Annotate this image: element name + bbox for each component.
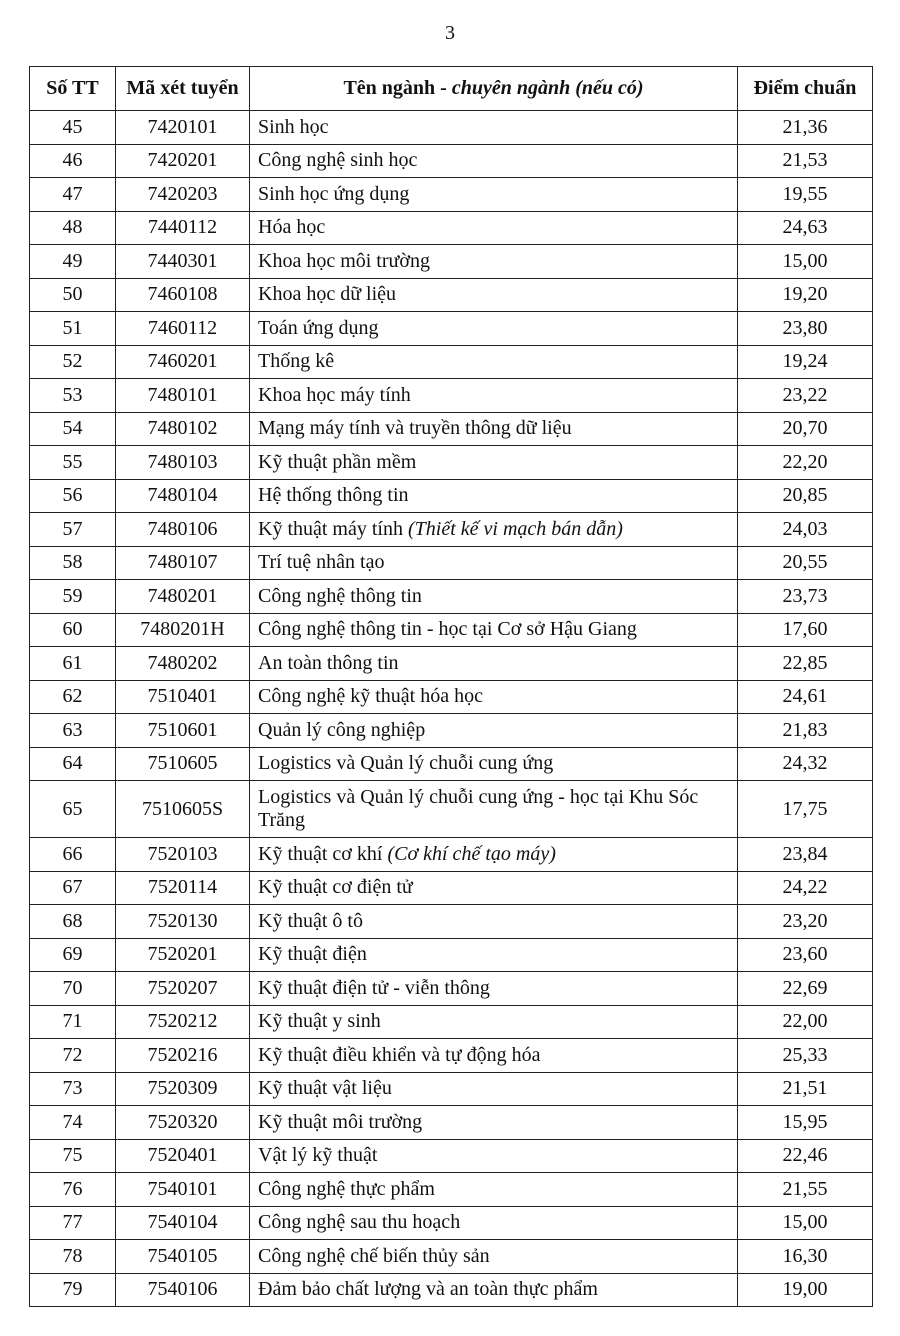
- row-code: 7520114: [116, 871, 250, 905]
- row-name-text: Vật lý kỹ thuật: [258, 1144, 378, 1167]
- row-name: [250, 680, 738, 714]
- row-stt: 56: [30, 479, 116, 513]
- row-score: 19,00: [738, 1273, 873, 1307]
- row-score: 20,85: [738, 479, 873, 513]
- table-row: [30, 546, 873, 580]
- row-name-text: Công nghệ thông tin: [258, 584, 422, 607]
- row-name: [250, 1106, 738, 1140]
- row-stt: 76: [30, 1173, 116, 1207]
- row-stt: 54: [30, 412, 116, 446]
- row-code: 7480102: [116, 412, 250, 446]
- row-stt: 51: [30, 312, 116, 346]
- row-score: 22,85: [738, 647, 873, 681]
- row-score: 15,00: [738, 1206, 873, 1240]
- row-name: [250, 1139, 738, 1173]
- row-stt: 66: [30, 838, 116, 872]
- table-row: [30, 1005, 873, 1039]
- table-row: [30, 412, 873, 446]
- row-stt: 74: [30, 1106, 116, 1140]
- table-row: [30, 1206, 873, 1240]
- row-score: 21,53: [738, 144, 873, 178]
- row-code: 7480104: [116, 479, 250, 513]
- row-score: 22,20: [738, 446, 873, 480]
- row-stt: 58: [30, 546, 116, 580]
- row-name: [250, 1240, 738, 1274]
- row-code: 7520212: [116, 1005, 250, 1039]
- row-code: 7480103: [116, 446, 250, 480]
- row-score: 22,00: [738, 1005, 873, 1039]
- row-name: [250, 412, 738, 446]
- row-name-text: Logistics và Quản lý chuỗi cung ứng: [258, 752, 554, 775]
- row-name-text: Khoa học dữ liệu: [258, 283, 397, 306]
- table-row: [30, 1173, 873, 1207]
- row-name: [250, 479, 738, 513]
- row-name: [250, 747, 738, 781]
- table-row: [30, 245, 873, 279]
- row-score: 23,84: [738, 838, 873, 872]
- table-row: [30, 178, 873, 212]
- row-name-text: Toán ứng dụng: [258, 316, 379, 339]
- row-code: 7540104: [116, 1206, 250, 1240]
- row-code: 7480201H: [116, 613, 250, 647]
- row-code: 7420101: [116, 111, 250, 145]
- row-name-text: Công nghệ thực phẩm: [258, 1177, 435, 1200]
- table-row: [30, 838, 873, 872]
- row-stt: 55: [30, 446, 116, 480]
- row-stt: 67: [30, 871, 116, 905]
- admission-scores-table: [29, 66, 873, 1307]
- row-stt: 73: [30, 1072, 116, 1106]
- row-score: 24,32: [738, 747, 873, 781]
- row-score: 19,24: [738, 345, 873, 379]
- row-stt: 57: [30, 513, 116, 547]
- row-stt: 61: [30, 647, 116, 681]
- table-row: [30, 781, 873, 838]
- row-name: [250, 345, 738, 379]
- row-code: 7480101: [116, 379, 250, 413]
- table-row: [30, 1139, 873, 1173]
- row-name: [250, 1273, 738, 1307]
- row-name-text: Trí tuệ nhân tạo: [258, 551, 385, 574]
- row-stt: 50: [30, 278, 116, 312]
- row-name-text: Hệ thống thông tin: [258, 484, 409, 507]
- row-name: [250, 1072, 738, 1106]
- table-row: [30, 747, 873, 781]
- row-name: [250, 379, 738, 413]
- row-name-text: Kỹ thuật điều khiển và tự động hóa: [258, 1043, 541, 1066]
- row-name-text: Kỹ thuật điện tử - viễn thông: [258, 976, 490, 999]
- row-name-text: Khoa học môi trường: [258, 249, 430, 272]
- row-score: 21,83: [738, 714, 873, 748]
- row-name: [250, 1206, 738, 1240]
- table-row: [30, 345, 873, 379]
- row-stt: 68: [30, 905, 116, 939]
- row-stt: 52: [30, 345, 116, 379]
- table-row: [30, 938, 873, 972]
- row-score: 23,60: [738, 938, 873, 972]
- table-row: [30, 111, 873, 145]
- row-name: [250, 513, 738, 547]
- table-row: [30, 144, 873, 178]
- row-score: 23,22: [738, 379, 873, 413]
- row-code: 7480107: [116, 546, 250, 580]
- row-stt: 45: [30, 111, 116, 145]
- row-name-text: Kỹ thuật cơ khí: [258, 842, 388, 865]
- row-code: 7480106: [116, 513, 250, 547]
- row-score: 21,55: [738, 1173, 873, 1207]
- row-code: 7510605: [116, 747, 250, 781]
- table-row: [30, 905, 873, 939]
- row-specialization: (Cơ khí chế tạo máy): [387, 842, 556, 865]
- row-name-text: Công nghệ chế biến thủy sản: [258, 1244, 490, 1267]
- row-code: 7520320: [116, 1106, 250, 1140]
- row-stt: 78: [30, 1240, 116, 1274]
- row-score: 21,36: [738, 111, 873, 145]
- row-score: 19,20: [738, 278, 873, 312]
- header-stt: Số TT: [30, 67, 116, 111]
- row-score: 20,70: [738, 412, 873, 446]
- row-code: 7520201: [116, 938, 250, 972]
- row-name-text: Kỹ thuật vật liệu: [258, 1077, 392, 1100]
- table-row: [30, 446, 873, 480]
- row-code: 7480201: [116, 580, 250, 614]
- row-score: 22,46: [738, 1139, 873, 1173]
- row-code: 7510605S: [116, 781, 250, 838]
- row-name-text: Sinh học ứng dụng: [258, 182, 410, 205]
- row-score: 23,20: [738, 905, 873, 939]
- row-score: 19,55: [738, 178, 873, 212]
- table-row: [30, 1072, 873, 1106]
- row-name: [250, 938, 738, 972]
- row-stt: 49: [30, 245, 116, 279]
- row-name: [250, 245, 738, 279]
- row-name-text: Công nghệ sau thu hoạch: [258, 1211, 461, 1234]
- row-name-text: Sinh học: [258, 115, 329, 138]
- row-stt: 77: [30, 1206, 116, 1240]
- row-name-text: Công nghệ thông tin - học tại Cơ sở Hậu Giang: [258, 618, 637, 641]
- row-name: [250, 613, 738, 647]
- table-row: [30, 379, 873, 413]
- header-code: Mã xét tuyển: [116, 67, 250, 111]
- row-name-text: Kỹ thuật máy tính: [258, 517, 408, 540]
- row-name-text: Mạng máy tính và truyền thông dữ liệu: [258, 417, 572, 440]
- table-row: [30, 647, 873, 681]
- table-row: [30, 278, 873, 312]
- header-name-italic: chuyên ngành (nếu có): [451, 77, 644, 99]
- row-score: 22,69: [738, 972, 873, 1006]
- row-stt: 47: [30, 178, 116, 212]
- row-stt: 53: [30, 379, 116, 413]
- table-row: [30, 580, 873, 614]
- row-code: 7540106: [116, 1273, 250, 1307]
- row-code: 7520216: [116, 1039, 250, 1073]
- row-stt: 64: [30, 747, 116, 781]
- row-score: 24,03: [738, 513, 873, 547]
- row-score: 17,75: [738, 781, 873, 838]
- row-score: 21,51: [738, 1072, 873, 1106]
- row-name: [250, 1173, 738, 1207]
- header-name-main: Tên ngành -: [343, 77, 452, 99]
- row-code: 7520401: [116, 1139, 250, 1173]
- row-score: 25,33: [738, 1039, 873, 1073]
- row-name: [250, 838, 738, 872]
- row-code: 7460108: [116, 278, 250, 312]
- row-score: 23,80: [738, 312, 873, 346]
- row-name-text: Kỹ thuật điện: [258, 943, 367, 966]
- row-code: 7520130: [116, 905, 250, 939]
- row-name: [250, 178, 738, 212]
- row-name: [250, 580, 738, 614]
- row-name-text: Quản lý công nghiệp: [258, 718, 426, 741]
- table-row: [30, 1039, 873, 1073]
- row-code: 7510601: [116, 714, 250, 748]
- header-row: [30, 67, 873, 111]
- row-name: [250, 546, 738, 580]
- row-specialization: (Thiết kế vi mạch bán dẫn): [407, 517, 623, 540]
- row-score: 24,61: [738, 680, 873, 714]
- row-name-text: An toàn thông tin: [258, 651, 399, 674]
- row-name-text: Logistics và Quản lý chuỗi cung ứng - học tại Khu Sóc Trăng: [258, 786, 699, 831]
- table-row: [30, 1240, 873, 1274]
- row-score: 15,00: [738, 245, 873, 279]
- table-row: [30, 714, 873, 748]
- row-stt: 69: [30, 938, 116, 972]
- row-name: [250, 312, 738, 346]
- row-name: [250, 111, 738, 145]
- header-score: Điểm chuẩn: [738, 67, 873, 111]
- row-stt: 60: [30, 613, 116, 647]
- page-number: 3: [445, 22, 455, 44]
- row-code: 7460201: [116, 345, 250, 379]
- row-name-text: Kỹ thuật ô tô: [258, 909, 363, 932]
- row-code: 7440301: [116, 245, 250, 279]
- row-name: [250, 781, 738, 838]
- row-code: 7510401: [116, 680, 250, 714]
- row-stt: 48: [30, 211, 116, 245]
- row-stt: 59: [30, 580, 116, 614]
- row-code: 7460112: [116, 312, 250, 346]
- row-stt: 62: [30, 680, 116, 714]
- row-name-text: Kỹ thuật y sinh: [258, 1010, 381, 1033]
- table-row: [30, 479, 873, 513]
- table-row: [30, 513, 873, 547]
- row-score: 16,30: [738, 1240, 873, 1274]
- row-name-text: Khoa học máy tính: [258, 383, 411, 406]
- row-code: 7520207: [116, 972, 250, 1006]
- row-score: 20,55: [738, 546, 873, 580]
- table-row: [30, 211, 873, 245]
- table-row: [30, 613, 873, 647]
- row-stt: 79: [30, 1273, 116, 1307]
- table-row: [30, 972, 873, 1006]
- row-score: 23,73: [738, 580, 873, 614]
- row-score: 17,60: [738, 613, 873, 647]
- row-name-text: Kỹ thuật phần mềm: [258, 450, 417, 473]
- row-name: [250, 647, 738, 681]
- row-name: [250, 972, 738, 1006]
- row-code: 7420201: [116, 144, 250, 178]
- row-stt: 63: [30, 714, 116, 748]
- row-name-text: Đảm bảo chất lượng và an toàn thực phẩm: [258, 1278, 598, 1301]
- row-stt: 65: [30, 781, 116, 838]
- header-name: [250, 67, 738, 111]
- row-name: [250, 714, 738, 748]
- row-score: 15,95: [738, 1106, 873, 1140]
- row-score: 24,63: [738, 211, 873, 245]
- row-code: 7420203: [116, 178, 250, 212]
- row-name-text: Hóa học: [258, 216, 326, 239]
- row-name: [250, 144, 738, 178]
- row-name: [250, 446, 738, 480]
- row-name: [250, 1039, 738, 1073]
- table-row: [30, 1106, 873, 1140]
- row-code: 7520103: [116, 838, 250, 872]
- table-row: [30, 1273, 873, 1307]
- row-name-text: Kỹ thuật cơ điện tử: [258, 876, 413, 899]
- row-stt: 72: [30, 1039, 116, 1073]
- row-code: 7520309: [116, 1072, 250, 1106]
- row-name-text: Công nghệ sinh học: [258, 149, 418, 172]
- row-score: 24,22: [738, 871, 873, 905]
- row-code: 7440112: [116, 211, 250, 245]
- row-code: 7540101: [116, 1173, 250, 1207]
- table-row: [30, 312, 873, 346]
- row-name: [250, 1005, 738, 1039]
- table-body: [30, 111, 873, 1307]
- row-stt: 46: [30, 144, 116, 178]
- row-stt: 70: [30, 972, 116, 1006]
- table-row: [30, 871, 873, 905]
- row-name-text: Thống kê: [258, 350, 335, 373]
- row-name: [250, 211, 738, 245]
- row-name: [250, 871, 738, 905]
- row-name: [250, 905, 738, 939]
- row-stt: 71: [30, 1005, 116, 1039]
- row-stt: 75: [30, 1139, 116, 1173]
- table-header: [30, 67, 873, 111]
- row-name-text: Kỹ thuật môi trường: [258, 1110, 423, 1133]
- table-row: [30, 680, 873, 714]
- row-code: 7540105: [116, 1240, 250, 1274]
- row-code: 7480202: [116, 647, 250, 681]
- row-name: [250, 278, 738, 312]
- row-name-text: Công nghệ kỹ thuật hóa học: [258, 685, 483, 708]
